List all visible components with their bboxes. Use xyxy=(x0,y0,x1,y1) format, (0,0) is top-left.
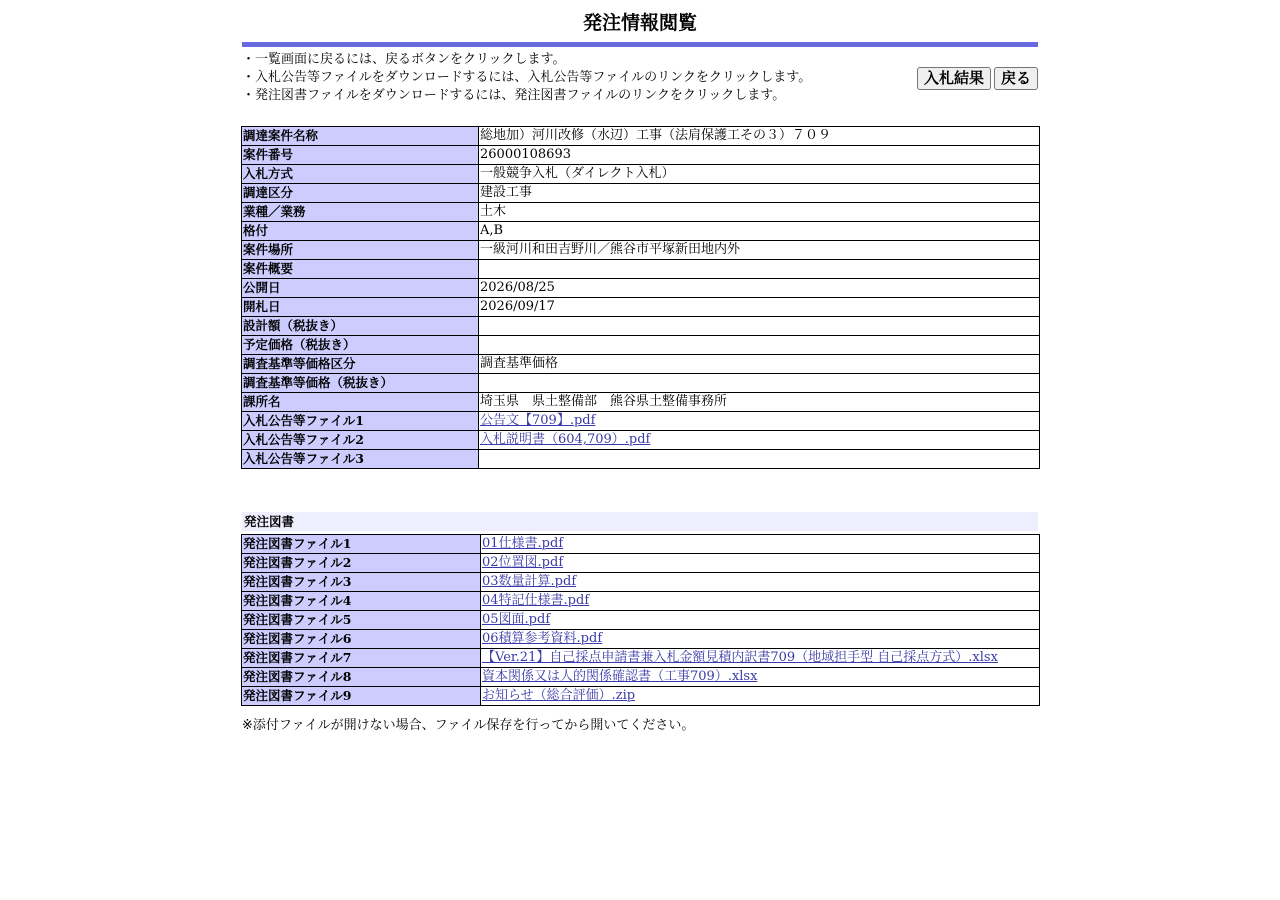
row-label: 格付 xyxy=(242,222,479,241)
bid-result-button[interactable]: 入札結果 xyxy=(917,67,991,90)
file-cell xyxy=(479,450,1040,469)
project-info-table xyxy=(241,126,1040,469)
attachment-note: ※添付ファイルが開けない場合、ファイル保存を行ってから開いてください。 xyxy=(242,718,695,733)
bid-notice-file-link-2[interactable]: 入札説明書（604,709）.pdf xyxy=(480,432,651,447)
table-row xyxy=(242,450,1040,469)
row-label: 案件概要 xyxy=(242,260,479,279)
drawing-file-link-9[interactable]: お知らせ（総合評価）.zip xyxy=(482,688,636,703)
project-name-value: 総地加）河川改修（水辺）工事（法肩保護工その３）７０９ xyxy=(479,127,1040,146)
table-row xyxy=(242,668,1040,687)
row-label: 業種／業務 xyxy=(242,203,479,222)
action-buttons xyxy=(917,67,1038,90)
row-label: 入札公告等ファイル2 xyxy=(242,431,479,450)
row-label: 入札方式 xyxy=(242,165,479,184)
row-label: 発注図書ファイル7 xyxy=(242,649,481,668)
drawing-file-link-8[interactable]: 資本関係又は人的関係確認書（工事709）.xlsx xyxy=(482,669,758,684)
drawings-section-heading: 発注図書 xyxy=(242,512,1038,531)
table-row xyxy=(242,611,1040,630)
table-row xyxy=(242,127,1040,146)
survey-price-value xyxy=(479,374,1040,393)
drawings-table xyxy=(241,534,1040,706)
instructions xyxy=(242,51,882,105)
table-row xyxy=(242,203,1040,222)
row-label: 課所名 xyxy=(242,393,479,412)
row-label: 公開日 xyxy=(242,279,479,298)
office-name-value: 埼玉県 県土整備部 熊谷県土整備事務所 xyxy=(479,393,1040,412)
drawing-file-link-3[interactable]: 03数量計算.pdf xyxy=(482,574,577,589)
table-row xyxy=(242,222,1040,241)
drawing-file-link-6[interactable]: 06積算参考資料.pdf xyxy=(482,631,603,646)
row-label: 調達案件名称 xyxy=(242,127,479,146)
drawing-file-link-4[interactable]: 04特記仕様書.pdf xyxy=(482,593,590,608)
row-label: 案件番号 xyxy=(242,146,479,165)
table-row xyxy=(242,630,1040,649)
drawing-file-link-1[interactable]: 01仕様書.pdf xyxy=(482,536,564,551)
row-label: 発注図書ファイル6 xyxy=(242,630,481,649)
row-label: 案件場所 xyxy=(242,241,479,260)
table-row xyxy=(242,393,1040,412)
table-row xyxy=(242,317,1040,336)
file-cell xyxy=(481,630,1040,649)
design-amount-value xyxy=(479,317,1040,336)
table-row xyxy=(242,573,1040,592)
table-row xyxy=(242,355,1040,374)
table-row xyxy=(242,687,1040,706)
file-cell xyxy=(481,668,1040,687)
rating-value: A,B xyxy=(479,222,1040,241)
row-label: 発注図書ファイル2 xyxy=(242,554,481,573)
title-divider xyxy=(242,42,1038,47)
table-row xyxy=(242,535,1040,554)
drawing-file-link-2[interactable]: 02位置図.pdf xyxy=(482,555,564,570)
project-number-value: 26000108693 xyxy=(479,146,1040,165)
table-row xyxy=(242,146,1040,165)
table-row xyxy=(242,241,1040,260)
table-row xyxy=(242,298,1040,317)
table-row xyxy=(242,184,1040,203)
row-label: 入札公告等ファイル3 xyxy=(242,450,479,469)
file-cell xyxy=(481,535,1040,554)
row-label: 発注図書ファイル9 xyxy=(242,687,481,706)
row-label: 設計額（税抜き） xyxy=(242,317,479,336)
project-summary-value xyxy=(479,260,1040,279)
drawing-file-link-5[interactable]: 05図面.pdf xyxy=(482,612,551,627)
opening-date-value: 2026/09/17 xyxy=(479,298,1040,317)
row-label: 入札公告等ファイル1 xyxy=(242,412,479,431)
instruction-line: ・入札公告等ファイルをダウンロードするには、入札公告等ファイルのリンクをクリックします。 xyxy=(242,70,812,85)
row-label: 発注図書ファイル3 xyxy=(242,573,481,592)
business-type-value: 土木 xyxy=(479,203,1040,222)
table-row xyxy=(242,649,1040,668)
row-label: 調達区分 xyxy=(242,184,479,203)
publish-date-value: 2026/08/25 xyxy=(479,279,1040,298)
table-row xyxy=(242,260,1040,279)
page-title: 発注情報閲覧 xyxy=(582,12,697,34)
file-cell xyxy=(481,687,1040,706)
row-label: 発注図書ファイル8 xyxy=(242,668,481,687)
table-row xyxy=(242,336,1040,355)
file-cell xyxy=(479,431,1040,450)
table-row xyxy=(242,592,1040,611)
project-location-value: 一級河川和田吉野川／熊谷市平塚新田地内外 xyxy=(479,241,1040,260)
drawing-file-link-7[interactable]: 【Ver.21】自己採点申請書兼入札金額見積内訳書709（地域担手型 自己採点方式）.xlsx xyxy=(482,650,998,665)
table-row xyxy=(242,412,1040,431)
row-label: 予定価格（税抜き） xyxy=(242,336,479,355)
row-label: 発注図書ファイル4 xyxy=(242,592,481,611)
table-row xyxy=(242,279,1040,298)
back-button[interactable]: 戻る xyxy=(994,67,1038,90)
row-label: 開札日 xyxy=(242,298,479,317)
instruction-line: ・発注図書ファイルをダウンロードするには、発注図書ファイルのリンクをクリックします。 xyxy=(242,88,786,103)
row-label: 発注図書ファイル1 xyxy=(242,535,481,554)
procurement-category-value: 建設工事 xyxy=(479,184,1040,203)
file-cell xyxy=(481,649,1040,668)
file-cell xyxy=(479,412,1040,431)
bid-method-value: 一般競争入札（ダイレクト入札） xyxy=(479,165,1040,184)
row-label: 調査基準等価格（税抜き） xyxy=(242,374,479,393)
table-row xyxy=(242,554,1040,573)
table-row xyxy=(242,431,1040,450)
file-cell xyxy=(481,573,1040,592)
row-label: 調査基準等価格区分 xyxy=(242,355,479,374)
planned-price-value xyxy=(479,336,1040,355)
table-row xyxy=(242,374,1040,393)
bid-notice-file-link-1[interactable]: 公告文【709】.pdf xyxy=(480,413,596,428)
survey-price-category-value: 調査基準価格 xyxy=(479,355,1040,374)
file-cell xyxy=(481,592,1040,611)
row-label: 発注図書ファイル5 xyxy=(242,611,481,630)
file-cell xyxy=(481,554,1040,573)
instruction-line: ・一覧画面に戻るには、戻るボタンをクリックします。 xyxy=(242,52,566,67)
table-row xyxy=(242,165,1040,184)
file-cell xyxy=(481,611,1040,630)
